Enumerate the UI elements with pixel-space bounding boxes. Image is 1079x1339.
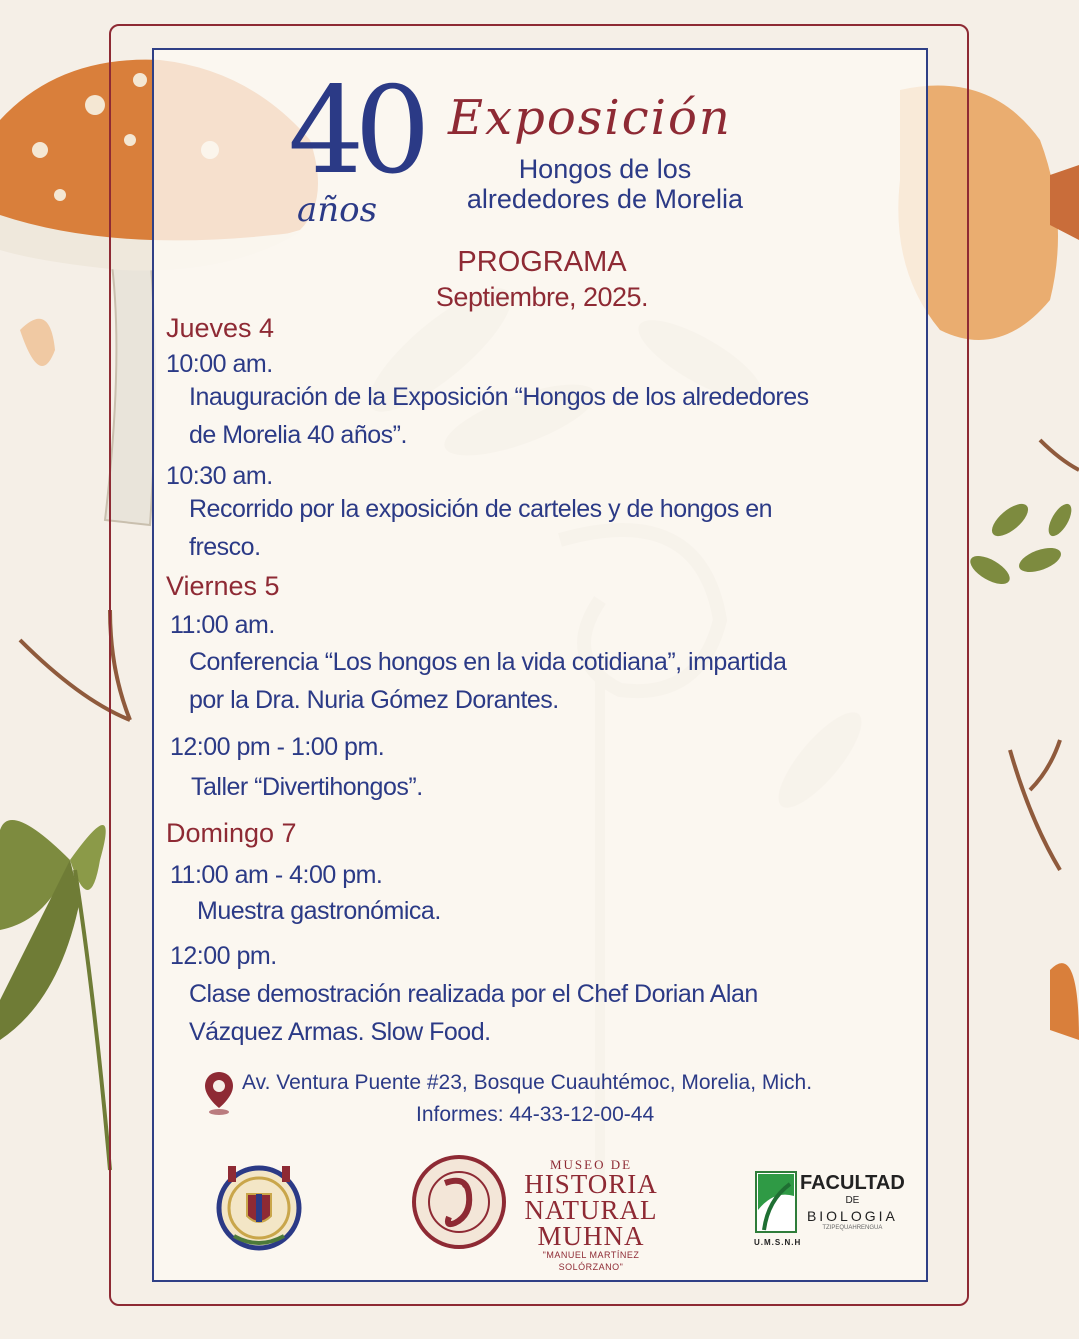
exposition-title: Exposición (448, 90, 732, 146)
event-time: 11:00 am - 4:00 pm. (170, 861, 383, 889)
faculty-line3: BIOLOGIA (806, 1208, 898, 1224)
program-date: Septiembre, 2025. (435, 282, 649, 312)
event-description-line: fresco. (189, 533, 261, 561)
muhna-logo-top: MUSEO DE (549, 1157, 633, 1172)
university-seal-logo (214, 1158, 304, 1254)
event-description (189, 378, 809, 454)
event-description (189, 643, 786, 719)
umsnh-label: U.M.S.N.H (754, 1238, 802, 1247)
event-time: 10:00 am. (166, 350, 273, 378)
muhna-logo-bottom: "MANUEL MARTÍNEZ SOLÓRZANO" (542, 1250, 640, 1272)
event-time: 12:00 pm - 1:00 pm. (170, 733, 385, 761)
event-description (191, 768, 423, 806)
program-heading: PROGRAMA (457, 246, 627, 278)
faculty-line2: DE (845, 1195, 860, 1206)
event-description-line: Conferencia “Los hongos en la vida cotidiana”, impartida (189, 648, 787, 676)
fern-leaves-right (966, 498, 1076, 589)
event-description-line: Clase demostración realizada por el Chef Dorian Alan (189, 980, 758, 1008)
informes-text: Informes: 44-33-12-00-44 (416, 1103, 655, 1126)
event-description-line: Recorrido por la exposición de carteles y de hongos en (189, 495, 773, 523)
event-description (197, 892, 441, 930)
event-time: 12:00 pm. (170, 942, 277, 970)
biologia-faculty-text (800, 1172, 905, 1232)
event-description-line: Taller “Divertihongos”. (191, 773, 423, 801)
clover-illustration-left (0, 820, 110, 1170)
address-text: Av. Ventura Puente #23, Bosque Cuauhtémoc, Morelia, Mich. (242, 1071, 813, 1094)
event-description-line: de Morelia 40 años”. (189, 421, 407, 449)
muhna-logo-line3: MUHNA (537, 1221, 645, 1251)
subtitle-line-2: alrededores de Morelia (466, 184, 744, 214)
muhna-seal-logo (405, 1153, 513, 1251)
exposition-subtitle (420, 154, 790, 214)
mushroom-illustration-right (1050, 963, 1079, 1040)
event-time: 11:00 am. (170, 611, 275, 639)
event-description-line: Vázquez Armas. Slow Food. (189, 1018, 491, 1046)
location-pin-icon (203, 1070, 235, 1116)
event-description (189, 975, 758, 1051)
anniversary-word: años (297, 190, 378, 230)
small-leaf-left (20, 319, 55, 366)
subtitle-line-1: Hongos de los (518, 154, 692, 184)
anniversary-number: 40 (288, 62, 421, 201)
day-heading-domingo: Domingo 7 (166, 818, 297, 848)
day-heading-viernes: Viernes 5 (166, 571, 280, 601)
faculty-line4: TZIPEQUAHRENGUA (822, 1225, 883, 1231)
muhna-logo-line1: HISTORIA (524, 1169, 658, 1199)
biologia-faculty-logo (754, 1170, 798, 1238)
event-time: 10:30 am. (166, 462, 273, 490)
day-heading-jueves: Jueves 4 (166, 313, 275, 343)
faculty-line1: FACULTAD (800, 1172, 905, 1194)
event-description-line: por la Dra. Nuria Gómez Dorantes. (189, 686, 559, 714)
event-description (189, 490, 772, 566)
event-description-line: Inauguración de la Exposición “Hongos de los alrededores (189, 383, 809, 411)
muhna-logo-line2: NATURAL (524, 1195, 658, 1225)
event-description-line: Muestra gastronómica. (197, 897, 441, 925)
muhna-logo-text (520, 1158, 662, 1273)
